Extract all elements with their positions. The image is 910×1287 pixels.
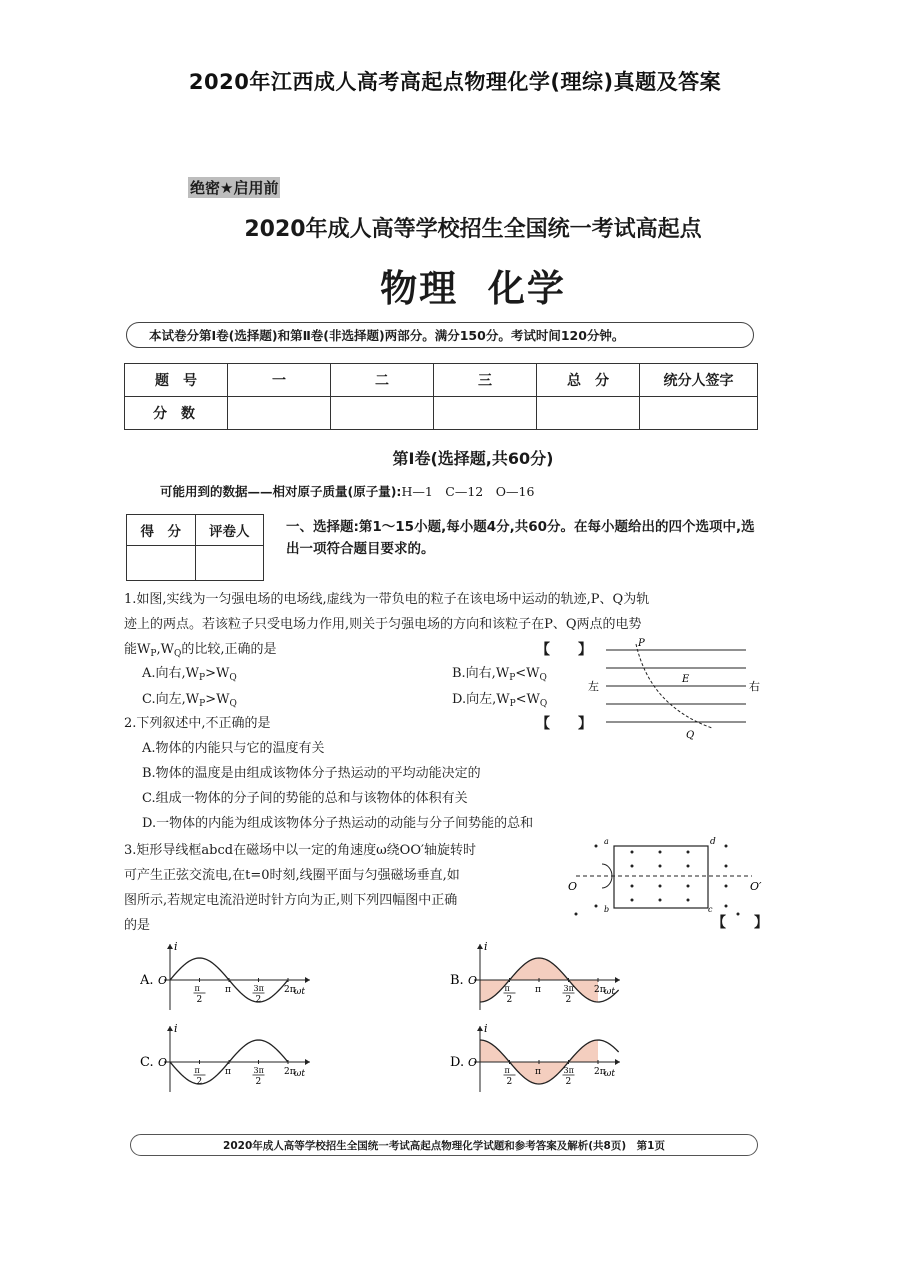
q1-field-figure [586, 636, 766, 740]
score-header-cell: 二 [331, 364, 434, 397]
svg-text:O: O [568, 880, 578, 893]
graph-tick-label: 2π [594, 1067, 606, 1077]
graph-i-label: i [484, 1022, 488, 1035]
score-cell [331, 397, 434, 430]
svg-text:c: c [708, 905, 713, 914]
graph-tick-label: 2 [506, 1077, 513, 1087]
section-heading: 一、选择题:第1～15小题,每小题4分,共60分。在每小题给出的四个选项中,选出一项符合题目要求的。 [286, 519, 755, 557]
q3-stem-line: 3.矩形导线框abcd在磁场中以一定的角速度ω绕OO′轴旋转时 [124, 843, 476, 858]
exam-title: 2020年成人高等学校招生全国统一考试高起点 [244, 217, 702, 242]
subject-title: 物理 化学 [380, 267, 566, 310]
question-3 [124, 838, 584, 938]
graph-tick-label: 2π [284, 985, 296, 995]
graph-option-label: D. [450, 1055, 465, 1070]
part-one-title: 第Ⅰ卷(选择题,共60分) [392, 449, 554, 468]
graph-tick-label: 2 [196, 1077, 203, 1087]
document-title: 2020年江西成人高考高起点物理化学(理综)真题及答案 [188, 70, 722, 94]
exam-notice: 本试卷分第Ⅰ卷(选择题)和第Ⅱ卷(非选择题)两部分。满分150分。考试时间120分钟。 [126, 322, 754, 348]
graph-tick-label: 3π [563, 1066, 574, 1075]
graph-tick-label: 2 [565, 995, 572, 1005]
graph-tick-label: 2 [255, 1077, 262, 1087]
q1-stem-line: 迹上的两点。若该粒子只受电场力作用,则关于匀强电场的方向和该粒子在P、Q两点的电势 [124, 617, 642, 632]
score-header-cell: 三 [434, 364, 537, 397]
score-header-cell: 一 [228, 364, 331, 397]
q1-option-c: C.向左$,W_P>W_Q$ [142, 692, 237, 709]
q2-answer-bracket: 【 】 [536, 716, 592, 732]
score-header-cell: 总 分 [537, 364, 640, 397]
graph-x-label: ωt [604, 987, 615, 997]
score-row-label: 分 数 [125, 397, 228, 430]
q2-option-b: B.物体的温度是由组成该物体分子热运动的平均动能决定的 [142, 766, 481, 781]
graph-option-label: B. [450, 973, 464, 988]
svg-text:b: b [604, 905, 610, 914]
q1-option-a: A.向右$,W_P>W_Q$ [142, 666, 237, 683]
graph-tick-label: π [504, 1066, 510, 1075]
q1-answer-bracket: 【 】 [536, 642, 592, 658]
graph-tick-label: 2 [255, 995, 262, 1005]
q3-stem-line: 的是 [124, 918, 151, 933]
atomic-mass-note [160, 482, 534, 500]
svg-text:O′: O′ [750, 880, 762, 893]
graph-tick-label: 3π [563, 984, 574, 993]
graph-origin-label: O [158, 1056, 168, 1069]
score-table [124, 363, 758, 430]
graph-tick-label: 2π [594, 985, 606, 995]
graph-i-label: i [174, 940, 178, 953]
atomic-mass-values: H—1 C—12 O—16 [401, 484, 535, 499]
graph-tick-label: 2 [565, 1077, 572, 1087]
grader-reviewer-label: 评卷人 [195, 515, 264, 546]
q3-graph-a [140, 940, 310, 1020]
grader-table [126, 514, 264, 581]
graph-tick-label: π [535, 1067, 541, 1077]
graph-tick-label: π [535, 985, 541, 995]
q1-label-left: 左 [588, 680, 599, 693]
graph-x-label: ωt [604, 1069, 615, 1079]
q3-stem-line: 图所示,若规定电流沿逆时针方向为正,则下列四幅图中正确 [124, 893, 458, 908]
svg-text:a: a [604, 837, 609, 846]
graph-tick-label: 2π [284, 1067, 296, 1077]
q3-graph-d [450, 1022, 620, 1102]
q1-stem-line: 能$W_P,W_Q$的比较,正确的是 [124, 642, 277, 659]
q1-option-d: D.向左$,W_P<W_Q$ [452, 692, 548, 709]
secret-mark: 绝密★启用前 [190, 179, 279, 197]
grader-cell [127, 546, 196, 581]
graph-i-label: i [174, 1022, 178, 1035]
score-cell [434, 397, 537, 430]
graph-i-label: i [484, 940, 488, 953]
q3-graph-c [140, 1022, 310, 1102]
score-cell [640, 397, 758, 430]
graph-tick-label: π [194, 1066, 200, 1075]
q3-stem-line: 可产生正弦交流电,在t=0时刻,线圈平面与匀强磁场垂直,如 [124, 868, 460, 883]
q1-label-e: E [682, 674, 690, 685]
graph-x-label: ωt [294, 1069, 305, 1079]
graph-tick-label: 2 [196, 995, 203, 1005]
q1-label-q: Q [686, 730, 695, 740]
question-2 [124, 711, 271, 736]
score-header-cell: 统分人签字 [640, 364, 758, 397]
graph-origin-label: O [468, 974, 478, 987]
graph-tick-label: π [225, 1067, 231, 1077]
magnetic-field-dots [575, 845, 740, 916]
graph-tick-label: π [225, 985, 231, 995]
page-footer: 2020年成人高等学校招生全国统一考试高起点物理化学试题和参考答案及解析(共8页) 第1页 [130, 1134, 758, 1156]
q3-coil-figure [566, 834, 762, 916]
q1-label-p: P [638, 638, 645, 649]
q1-stem-line: 1.如图,实线为一匀强电场的电场线,虚线为一带负电的粒子在该电场中运动的轨迹,P、Q为轨 [124, 592, 650, 607]
q2-options [142, 736, 533, 836]
score-cell [537, 397, 640, 430]
q2-option-d: D.一物体的内能为组成该物体分子热运动的动能与分子间势能的总和 [142, 816, 534, 831]
q2-stem: 2.下列叙述中,不正确的是 [124, 716, 271, 731]
q1-label-right: 右 [749, 680, 760, 693]
graph-tick-label: 3π [253, 1066, 264, 1075]
q2-option-c: C.组成一物体的分子间的势能的总和与该物体的体积有关 [142, 791, 468, 806]
graph-origin-label: O [158, 974, 168, 987]
graph-tick-label: 3π [253, 984, 264, 993]
q2-option-a: A.物体的内能只与它的温度有关 [142, 741, 325, 756]
score-header-cell: 题 号 [125, 364, 228, 397]
q3-answer-bracket: 【 】 [712, 915, 768, 931]
q3-graph-b [450, 940, 620, 1020]
graph-x-label: ωt [294, 987, 305, 997]
q1-option-b: B.向右$,W_P<W_Q$ [452, 666, 547, 683]
graph-option-label: A. [140, 973, 154, 988]
svg-text:d: d [710, 837, 716, 847]
graph-tick-label: 2 [506, 995, 513, 1005]
graph-option-label: C. [140, 1055, 154, 1070]
grader-cell [195, 546, 264, 581]
graph-tick-label: π [194, 984, 200, 993]
grader-score-label: 得 分 [127, 515, 196, 546]
score-cell [228, 397, 331, 430]
graph-tick-label: π [504, 984, 510, 993]
graph-origin-label: O [468, 1056, 478, 1069]
atomic-mass-label: 可能用到的数据——相对原子质量(原子量): [160, 484, 402, 499]
